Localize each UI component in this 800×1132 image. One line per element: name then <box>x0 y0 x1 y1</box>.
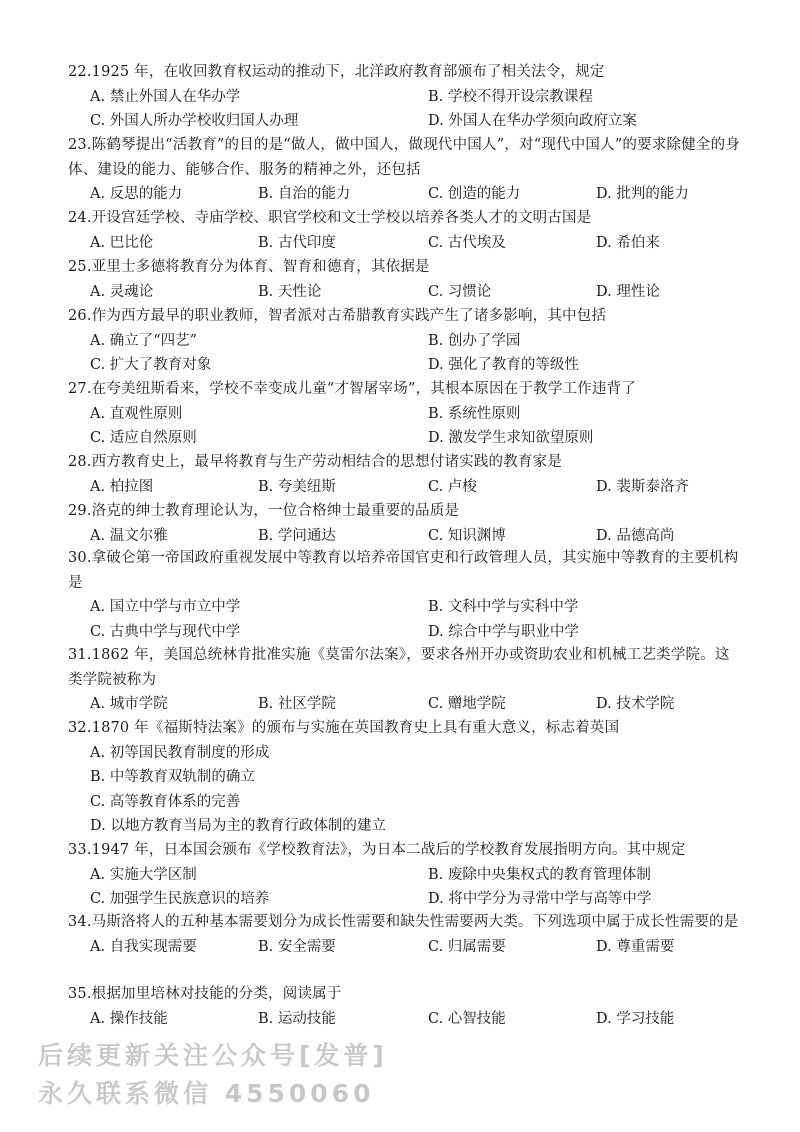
question-28 <box>68 450 744 499</box>
option-a: A. 操作技能 <box>90 1010 168 1027</box>
option-c: C. 卢梭 <box>428 478 477 495</box>
option-a: A. 实施大学区制 <box>90 866 197 883</box>
question-stem: 22.1925 年，在收回教育权运动的推动下，北洋政府教育部颁布了相关法令，规定 <box>68 64 605 80</box>
question-27 <box>68 377 744 451</box>
option-c: C. 扩大了教育对象 <box>90 357 212 373</box>
option-d: D. 学习技能 <box>596 1010 675 1027</box>
option-a: A. 灵魂论 <box>90 283 154 300</box>
option-c: C. 习惯论 <box>428 283 492 300</box>
option-a: A. 城市学院 <box>90 696 168 712</box>
watermark-line-1: 后续更新关注公众号[发普] <box>38 1041 388 1070</box>
option-d: D. 品德高尚 <box>596 527 675 544</box>
option-a: A. 反思的能力 <box>90 186 183 202</box>
question-34 <box>68 910 744 959</box>
option-d: D. 尊重需要 <box>596 938 675 955</box>
option-a: A. 温文尔雅 <box>90 527 168 544</box>
option-d: D. 裴斯泰洛齐 <box>596 478 689 495</box>
option-c: C. 外国人所办学校收归国人办理 <box>90 113 299 129</box>
question-33 <box>68 838 744 912</box>
option-a: A. 初等国民教育制度的形成 <box>90 744 270 761</box>
option-b: B. 古代印度 <box>258 234 336 251</box>
option-a: A. 巴比伦 <box>90 234 154 251</box>
question-stem: 32.1870 年《福斯特法案》的颁布与实施在英国教育史上具有重大意义，标志着英国 <box>68 720 620 736</box>
option-b: B. 运动技能 <box>258 1010 336 1027</box>
option-a: A. 确立了“四艺” <box>90 332 198 349</box>
option-a: A. 禁止外国人在华办学 <box>90 88 241 105</box>
option-d: D. 综合中学与职业中学 <box>428 623 579 640</box>
option-d: D. 批判的能力 <box>596 186 689 202</box>
option-c: C. 创造的能力 <box>428 186 521 202</box>
option-b: B. 学校不得开设宗教课程 <box>428 88 593 105</box>
question-stem: 25.亚里士多德将教育分为体育、智育和德育，其依据是 <box>68 259 430 275</box>
question-31 <box>68 643 744 717</box>
question-stem: 28.西方教育史上，最早将教育与生产劳动相结合的思想付诸实践的教育家是 <box>68 454 563 470</box>
option-d: D. 强化了教育的等级性 <box>428 357 579 373</box>
question-23 <box>68 133 744 207</box>
question-stem: 33.1947 年，日本国会颁布《学校教育法》，为日本二战后的学校教育发展指明方向。其中规定 <box>68 842 686 858</box>
option-b: B. 社区学院 <box>258 696 336 712</box>
question-29 <box>68 499 744 548</box>
question-stem: 29.洛克的绅士教育理论认为，一位合格绅士最重要的品质是 <box>68 503 460 519</box>
option-b: B. 夸美纽斯 <box>258 478 336 495</box>
option-b: B. 废除中央集权式的教育管理体制 <box>428 866 651 883</box>
option-d: D. 外国人在华办学须向政府立案 <box>428 113 637 129</box>
option-b: B. 学问通达 <box>258 527 336 544</box>
question-22 <box>68 60 744 134</box>
question-26 <box>68 304 744 378</box>
option-b: B. 天性论 <box>258 283 322 300</box>
option-c: C. 归属需要 <box>428 938 506 955</box>
option-a: A. 国立中学与市立中学 <box>90 599 241 615</box>
option-d: D. 以地方教育当局为主的教育行政体制的建立 <box>90 818 386 834</box>
option-c: C. 心智技能 <box>428 1010 506 1027</box>
option-d: D. 希伯来 <box>596 234 660 251</box>
option-a: A. 直观性原则 <box>90 405 183 422</box>
watermark-line-2: 永久联系微信 4550060 <box>38 1079 375 1108</box>
option-b: B. 安全需要 <box>258 938 336 955</box>
question-30 <box>68 546 744 644</box>
option-b: B. 创办了学园 <box>428 332 521 349</box>
question-stem: 23.陈鹤琴提出“活教育”的目的是“做人，做中国人，做现代中国人”，对“现代中国人”的要求除健全的身体、建设的能力、能够合作、服务的精神之外，还包括 <box>68 137 741 178</box>
option-a: A. 柏拉图 <box>90 478 154 495</box>
option-c: C. 古典中学与现代中学 <box>90 623 241 640</box>
option-c: C. 知识渊博 <box>428 527 506 544</box>
option-b: B. 文科中学与实科中学 <box>428 599 579 615</box>
option-d: D. 将中学分为寻常中学与高等中学 <box>428 891 652 907</box>
question-stem: 30.拿破仑第一帝国政府重视发展中等教育以培养帝国官吏和行政管理人员，其实施中等教育的主要机构是 <box>68 550 739 591</box>
question-35 <box>68 982 744 1031</box>
option-d: D. 激发学生求知欲望原则 <box>428 430 594 446</box>
question-stem: 27.在夸美纽斯看来，学校不幸变成儿童“才智屠宰场”，其根本原因在于教学工作违背了 <box>68 381 637 397</box>
option-b: B. 中等教育双轨制的确立 <box>90 769 255 785</box>
option-d: D. 理性论 <box>596 283 660 300</box>
question-32 <box>68 716 744 839</box>
question-stem: 31.1862 年，美国总统林肯批准实施《莫雷尔法案》，要求各州开办或资助农业和机械工艺类学院。这类学院被称为 <box>68 647 730 688</box>
option-c: C. 加强学生民族意识的培养 <box>90 891 270 907</box>
question-stem: 26.作为西方最早的职业教师，智者派对古希腊教育实践产生了诸多影响，其中包括 <box>68 308 607 324</box>
question-25 <box>68 255 744 304</box>
option-b: B. 系统性原则 <box>428 405 521 422</box>
option-d: D. 技术学院 <box>596 696 675 712</box>
option-c: C. 适应自然原则 <box>90 430 197 446</box>
option-a: A. 自我实现需要 <box>90 938 197 955</box>
question-stem: 34.马斯洛将人的五种基本需要划分为成长性需要和缺失性需要两大类。下列选项中属于成长性需要的是 <box>68 914 739 930</box>
question-24 <box>68 206 744 255</box>
option-c: C. 赠地学院 <box>428 696 506 712</box>
question-stem: 35.根据加里培林对技能的分类，阅读属于 <box>68 986 342 1002</box>
question-stem: 24.开设宫廷学校、寺庙学校、职官学校和文士学校以培养各类人才的文明古国是 <box>68 210 592 226</box>
option-c: C. 高等教育体系的完善 <box>90 793 241 810</box>
option-c: C. 古代埃及 <box>428 234 506 251</box>
option-b: B. 自治的能力 <box>258 186 351 202</box>
